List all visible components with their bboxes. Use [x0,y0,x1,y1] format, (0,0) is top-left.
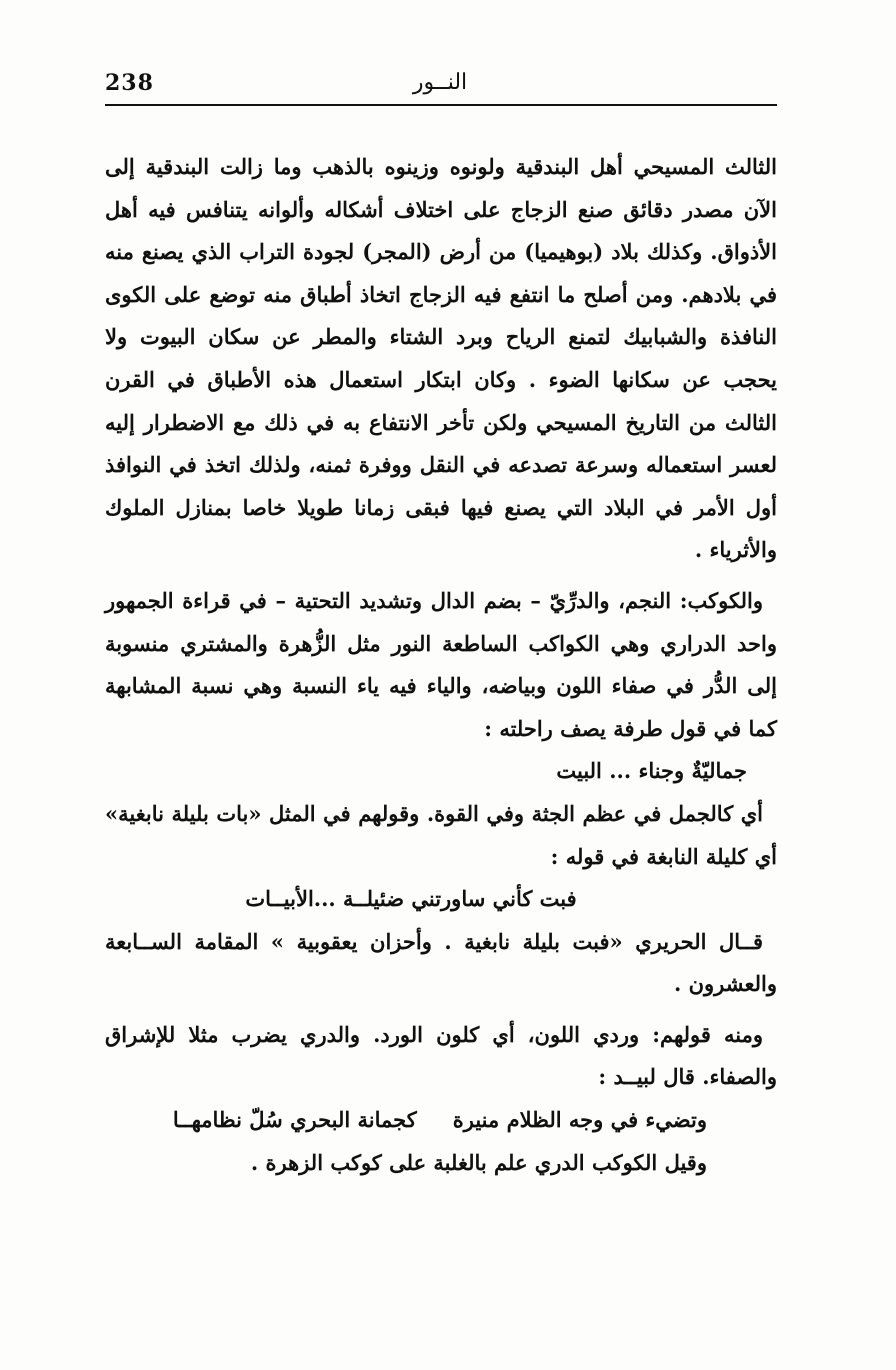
page-header [105,62,775,106]
page-number: 238 [105,70,154,96]
body-text [105,146,777,1184]
running-title: النــور [412,70,468,95]
verse-labid [105,1099,777,1142]
header-rule [105,104,777,106]
paragraph-proverb: أي كالجمل في عظم الجثة وفي القوة. وقولهم في المثل «بات بليلة نابغية» أي كليلة النابغة في قوله : [105,800,777,869]
verse-labid-first-hemistich: وتضيء في وجه الظلام منيرة [452,1107,707,1133]
paragraph-zuhra: وقيل الكوكب الدري علم بالغلبة على كوكب الزهرة . [250,1149,707,1175]
verse-tarafa: جماليّةٌ وجناء ... البيت [556,758,747,784]
verse-labid-second-hemistich: كجمانة البحري سُلّ نظامهــا [172,1107,417,1133]
paragraph-hariri: قــال الحريري «فبت بليلة نابغية . وأحزان يعقوبية » المقامة الســابعة والعشرون . [105,928,777,997]
paragraph-durri-meaning: ومنه قولهم: وردي اللون، أي كلون الورد. والدري يضرب مثلا للإشراق والصفاء. قال لبيــد : [105,1021,777,1090]
verse-nabigha: فبت كأني ساورتني ضئيلــة ...الأبيــات [245,886,577,912]
paragraph-kawkab-definition: والكوكب: النجم، والدرِّيّ – بضم الدال وتشديد التحتية – في قراءة الجمهور واحد الدراري وهي الكواكب الساطعة النور مثل الزُّهرة والمشتري منسوبة إلى الدُّر في صفاء اللون وبياضه، والياء فيه ياء النسبة وهي نسبة المشابهة كما في قول طرفة يصف راحلته : [105,587,777,741]
paragraph-glass-history: الثالث المسيحي أهل البندقية ولونوه وزينوه بالذهب وما زالت البندقية إلى الآن مصدر دقائق صنع الزجاج على اختلاف أشكاله وألوانه يتنافس فيه أهل الأذواق. وكذلك بلاد (بوهيميا) من أرض (المجر) لجودة التراب الذي يصنع منه في بلادهم. ومن أصلح ما انتفع فيه الزجاج اتخاذ أطباق منه توضع على الكوى النافذة والشبابيك لتمنع الرياح وبرد الشتاء والمطر عن سكان البيوت ولا يحجب عن سكانها الضوء . وكان ابتكار استعمال هذه الأطباق في القرن الثالث من التاريخ المسيحي ولكن تأخر الانتفاع به في ذلك مع الاضطرار إليه لعسر استعماله وسرعة تصدعه في النقل ووفرة ثمنه، ولذلك اتخذ في النوافذ أول الأمر في البلاد التي يصنع فيها فبقى زمانا طويلا خاصا بمنازل الملوك والأثرياء . [105,154,778,563]
